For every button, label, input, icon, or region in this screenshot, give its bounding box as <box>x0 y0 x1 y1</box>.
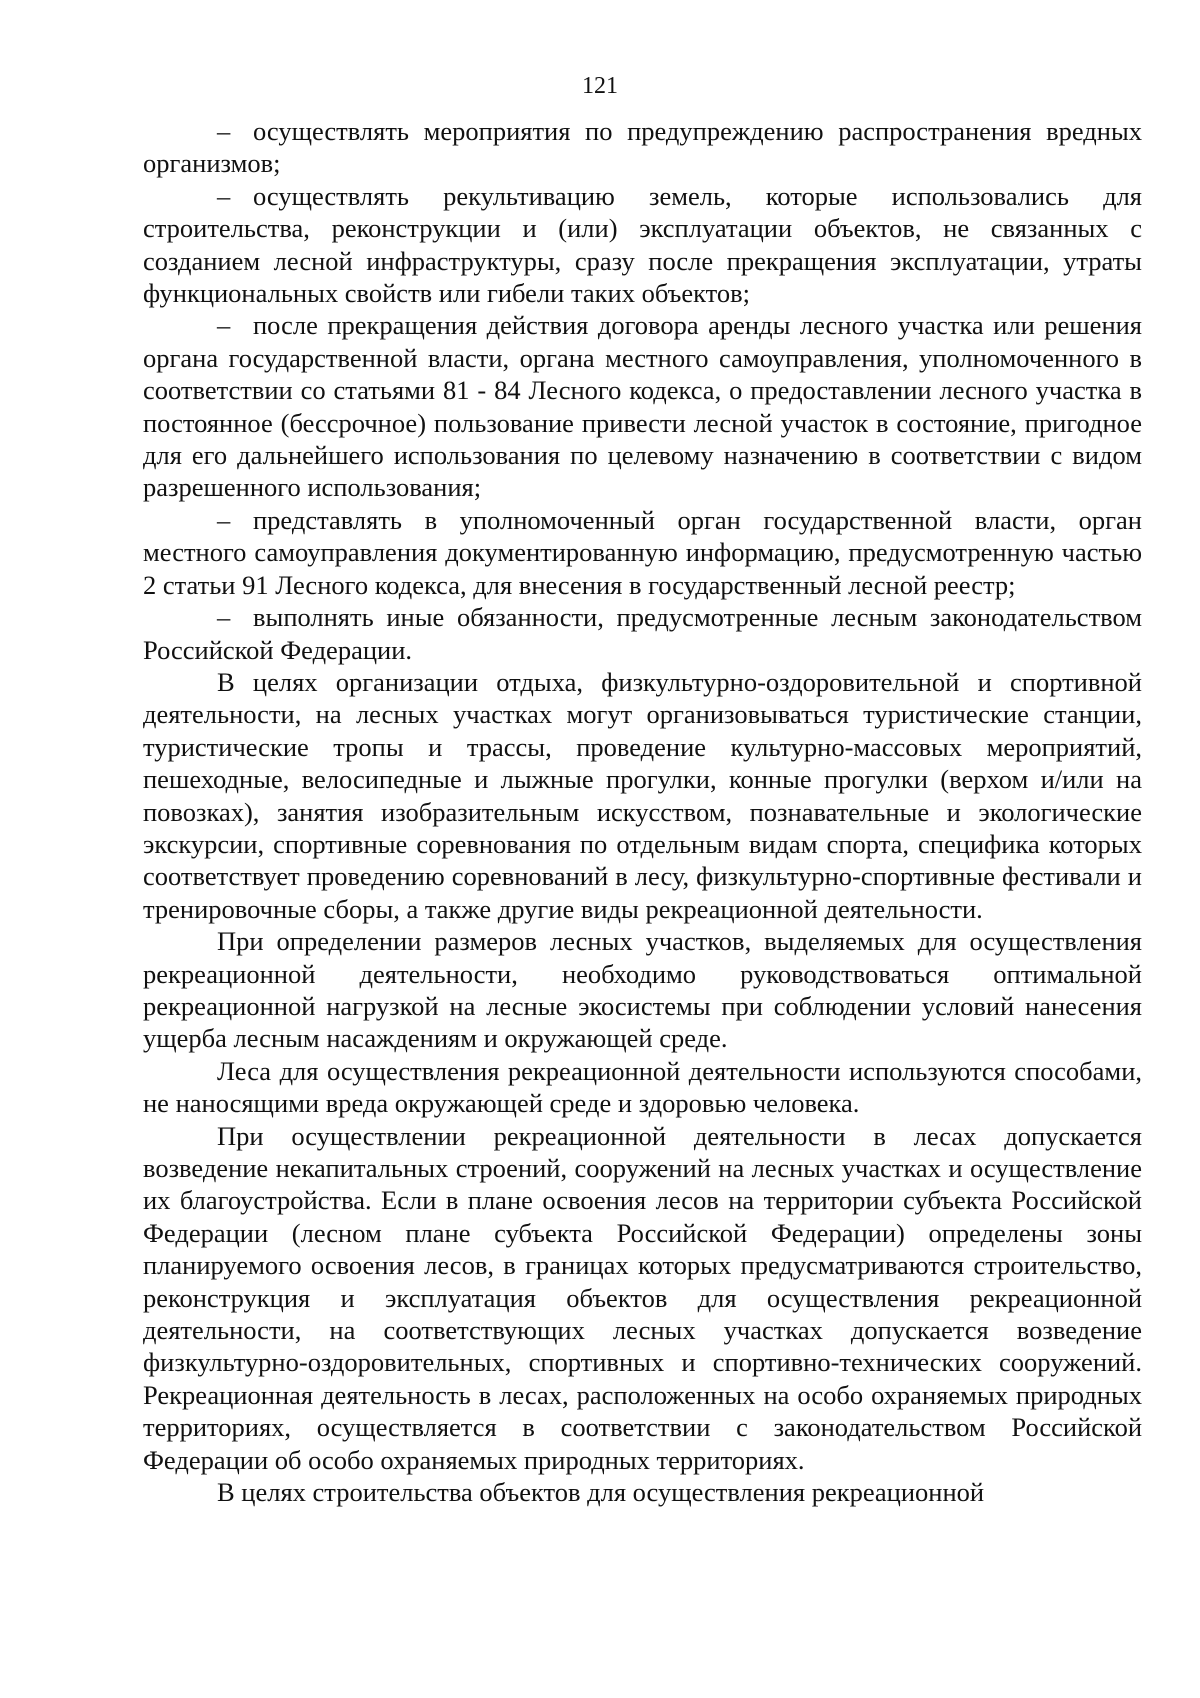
bullet-text: осуществлять рекультивацию земель, которые использовались для строительства, реконструкции и (или) эксплуатации объектов, не связанных с созданием лесной инфраструктуры, сразу после прекращения эксплуатации, утраты функциональных свойств или гибели таких объектов; <box>143 180 1142 309</box>
paragraph-construction-purposes: В целях строительства объектов для осуществления рекреационной <box>217 1477 985 1508</box>
bullet-text: после прекращения действия договора аренды лесного участка или решения органа государственной власти, органа местного самоуправления, уполномоченного в соответствии со статьями 81 - 84 Лесного кодекса, о предоставлении лесного участка в постоянное (бессрочное) пользование привести лесной участок в состояние, пригодное для его дальнейшего использования по целевому назначению в соответствии с видом разрешенного использования; <box>143 310 1142 503</box>
document-body <box>143 115 1142 1508</box>
bullet-item <box>143 601 1142 666</box>
bullet-text: осуществлять мероприятия по предупреждению распространения вредных организмов; <box>143 116 1142 179</box>
dash-marker: – <box>217 504 231 535</box>
paragraph-construction-allowed: При осуществлении рекреационной деятельности в лесах допускается возведение некапитальных строений, сооружений на лесных участках и осуществление их благоустройства. Если в плане освоения лесов на территории субъекта Российской Федерации (лесном плане субъекта Российской Федерации) определены зоны планируемого освоения лесов, в границах которых предусматриваются строительство, реконструкция и эксплуатация объектов для осуществления рекреационной деятельности, на соответствующих лесных участках допускается возведение физкультурно-оздоровительных, спортивных и спортивно-технических сооружений. Рекреационная деятельность в лесах, расположенных на особо охраняемых природных территориях, осуществляется в соответствии с законодательством Российской Федерации об особо охраняемых природных территориях. <box>143 1120 1142 1475</box>
paragraph-plot-sizes: При определении размеров лесных участков, выделяемых для осуществления рекреационной деятельности, необходимо руководствоваться оптимальной рекреационной нагрузкой на лесные экосистемы при соблюдении условий нанесения ущерба лесным насаждениям и окружающей среде. <box>143 926 1142 1054</box>
dash-marker: – <box>217 310 231 341</box>
bullet-item <box>143 504 1142 601</box>
dash-marker: – <box>217 180 231 211</box>
bullet-text: выполнять иные обязанности, предусмотренные лесным законодательством Российской Федерации. <box>143 602 1142 665</box>
page-number: 121 <box>582 73 618 99</box>
bullet-item <box>143 180 1142 310</box>
paragraph-recreation-activities: В целях организации отдыха, физкультурно-оздоровительной и спортивной деятельности, на лесных участках могут организовываться туристические станции, туристические тропы и трассы, проведение культурно-массовых мероприятий, пешеходные, велосипедные и лыжные прогулки, конные прогулки (верхом и/или на повозках), занятия изобразительным искусством, познавательные и экологические экскурсии, спортивные соревнования по отдельным видам спорта, специфика которых соответствует проведению соревнований в лесу, физкультурно-спортивные фестивали и тренировочные сборы, а также другие виды рекреационной деятельности. <box>143 666 1142 924</box>
dash-marker: – <box>217 116 231 146</box>
bullet-item <box>143 309 1142 503</box>
paragraph-usage-methods: Леса для осуществления рекреационной деятельности используются способами, не наносящими вреда окружающей среде и здоровью человека. <box>143 1055 1142 1119</box>
bullet-item <box>143 115 1142 180</box>
dash-marker: – <box>217 602 231 633</box>
bullet-text: представлять в уполномоченный орган государственной власти, орган местного самоуправления документированную информацию, предусмотренную частью 2 статьи 91 Лесного кодекса, для внесения в государственный лесной реестр; <box>143 504 1142 600</box>
